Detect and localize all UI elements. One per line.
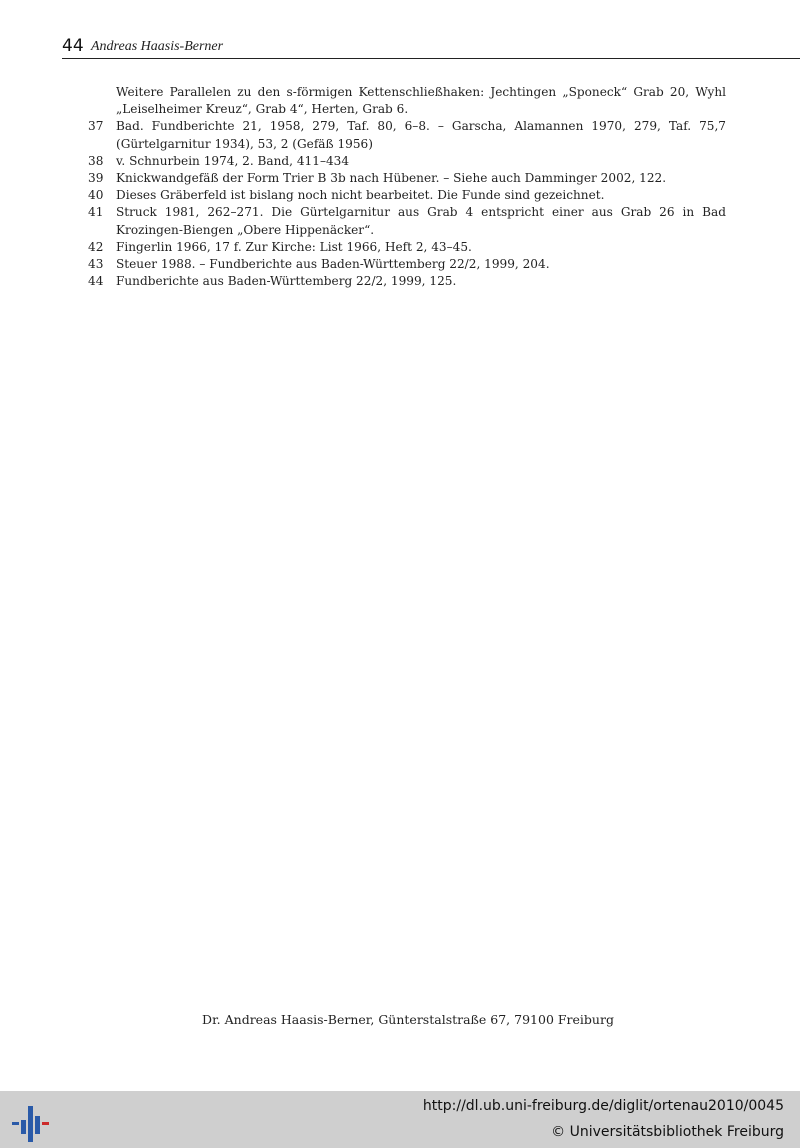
page-number: 44 [62,36,84,56]
footnote-text: v. Schnurbein 1974, 2. Band, 411–434 [116,153,350,168]
footnote-item [88,187,726,204]
footer-bar [0,1091,800,1148]
footnote-text: Struck 1981, 262–271. Die Gürtelgarnitur aus Grab 4 entspricht einer aus Grab 26 in Bad Krozingen-Biengen „Obere Hippenäcker“. [116,205,726,237]
footnote-number: 41 [88,205,104,220]
footnote-text: Steuer 1988. – Fundberichte aus Baden-Württemberg 22/2, 1999, 204. [116,257,550,272]
footnote-item [88,153,726,170]
copyright-text: © Universitätsbibliothek Freiburg [551,1124,784,1140]
footnote-text: Fundberichte aus Baden-Württemberg 22/2, 1999, 125. [116,274,457,289]
footnote-text: Dieses Gräberfeld ist bislang noch nicht bearbeitet. Die Funde sind gezeichnet. [116,188,605,203]
footnote-text: Bad. Fundberichte 21, 1958, 279, Taf. 80, 6–8. – Garscha, Alamannen 1970, 279, Taf. 75,7 (Gürtelgarnitur 1934), 53, 2 (Gefäß 1956) [116,119,726,151]
footnote-number: 43 [88,257,104,272]
footnote-number: 39 [88,171,104,186]
footnote-text: Knickwandgefäß der Form Trier B 3b nach Hübener. – Siehe auch Damminger 2002, 122. [116,171,667,186]
footnote-number: 42 [88,239,104,254]
author-address: Dr. Andreas Haasis-Berner, Günterstalstraße 67, 79100 Freiburg [202,1012,614,1027]
footnote-number: 37 [88,119,104,134]
footnote-number: 40 [88,188,104,203]
footnote-text: Weitere Parallelen zu den s-förmigen Kettenschließhaken: Jechtingen „Sponeck“ Grab 20, Wyhl „Leiselheimer Kreuz“, Grab 4“, Herten, Grab 6. [116,85,726,117]
footnote-text: Fingerlin 1966, 17 f. Zur Kirche: List 1966, Heft 2, 43–45. [116,239,472,254]
footnote-item [88,239,726,256]
footnotes-list [88,84,726,290]
footnote-number: 38 [88,153,104,168]
page-header [62,36,800,59]
footnote-item [88,256,726,273]
footnote-item [88,170,726,187]
footnote-item [88,118,726,152]
source-url-link[interactable]: http://dl.ub.uni-freiburg.de/diglit/ortenau2010/0045 [422,1098,784,1114]
footnote-item [88,273,726,290]
footnote-item [88,84,726,118]
footnote-number: 44 [88,274,104,289]
ub-freiburg-logo-icon [10,1100,50,1142]
footnote-item [88,204,726,238]
running-head: Andreas Haasis-Berner [91,39,224,54]
